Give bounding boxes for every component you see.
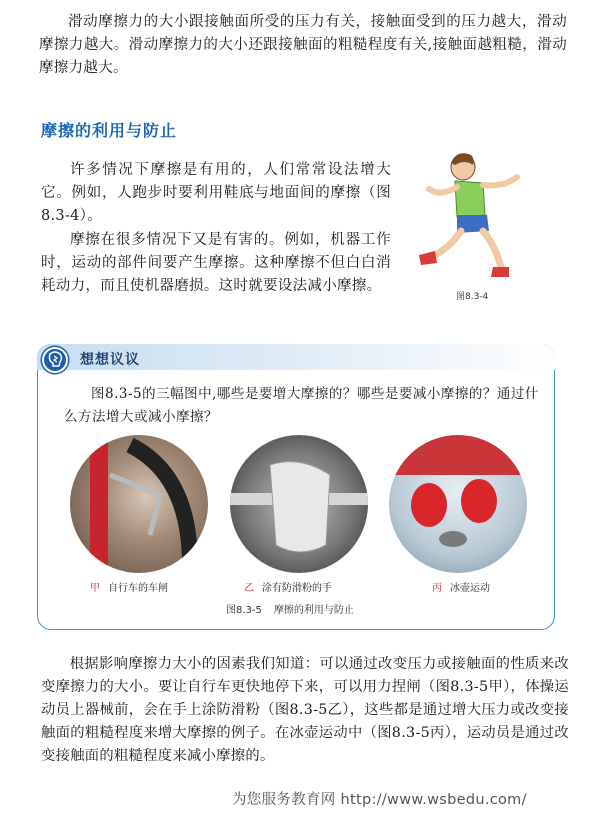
photo-caption-curling: 丙 冰壶运动 — [432, 583, 490, 594]
chalked-hand-photo — [230, 435, 368, 573]
thinking-head-icon — [42, 347, 68, 373]
useful-friction-paragraph: 许多情况下摩擦是有用的，人们常常设法增大它。例如，人跑步时要利用鞋底与地面间的摩擦（图8.3-4）。 — [41, 162, 391, 224]
footer-watermark: 为您服务教育网 http://www.wsbedu.com/ — [232, 792, 527, 808]
figure-caption: 图8.3-5 摩擦的利用与防止 — [226, 605, 354, 616]
conclusion-paragraph: 根据影响摩擦力大小的因素我们知道：可以通过改变压力或接触面的性质来改变摩擦力的大小。要让自行车更快地停下来，可以用力捏闸（图8.3-5甲），体操运动员上器械前，会在手上涂防滑粉（图8.3-5乙），这些都是通过增大压力或改变接触面的粗糙程度来增大摩擦的例子。在冰壶运动中（图8.3-5丙），运动员是通过改变接触面的粗糙程度来减小摩擦的。 — [41, 656, 569, 764]
running-boy-icon — [405, 145, 545, 285]
curling-photo — [389, 435, 527, 573]
intro-paragraph: 滑动摩擦力的大小跟接触面所受的压力有关，接触面受到的压力越大，滑动摩擦力越大。滑动摩擦力的大小还跟接触面的粗糙程度有关,接触面越粗糙，滑动摩擦力越大。 — [39, 14, 567, 76]
think-discuss-question: 图8.3-5的三幅图中,哪些是要增大摩擦的？哪些是要减小摩擦的？通过什么方法增大或减小摩擦？ — [64, 386, 539, 425]
runner-caption: 图8.3-4 — [456, 292, 489, 302]
bicycle-brake-photo — [70, 435, 208, 573]
section-title: 摩擦的利用与防止 — [41, 121, 178, 140]
photo-caption-hand: 乙 涂有防滑粉的手 — [244, 583, 332, 594]
runner-illustration — [405, 145, 545, 285]
think-discuss-title: 想想议议 — [80, 352, 140, 368]
photo-caption-bicycle: 甲 自行车的车闸 — [90, 583, 168, 594]
harmful-friction-paragraph: 摩擦在很多情况下又是有害的。例如，机器工作时，运动的部件间要产生摩擦。这种摩擦不但白白消耗动力，而且使机器磨损。这时就要设法减小摩擦。 — [41, 232, 391, 294]
